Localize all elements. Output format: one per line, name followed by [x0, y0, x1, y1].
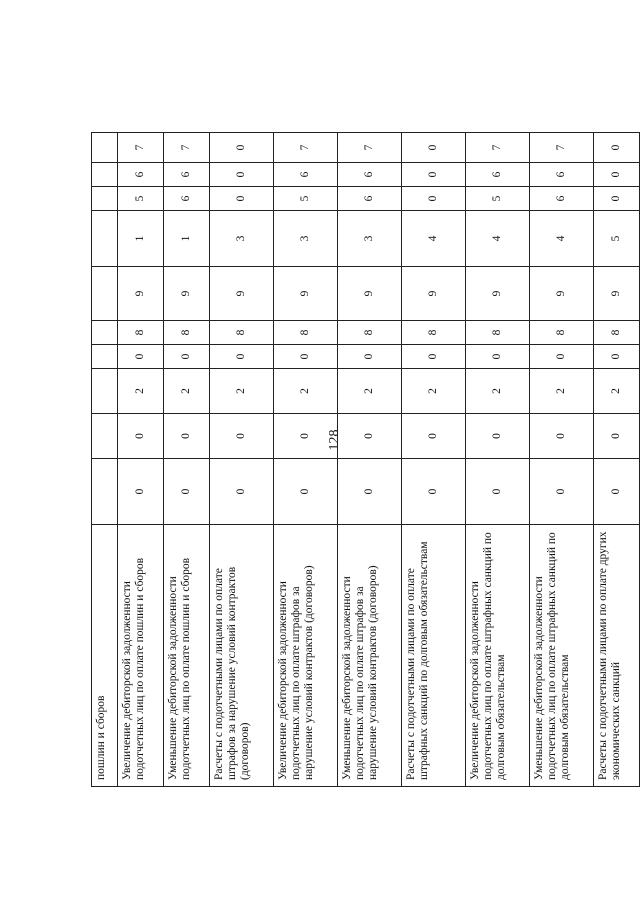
- code-cell: 0: [210, 459, 274, 525]
- code-cell: 7: [164, 133, 210, 163]
- code-cell: 8: [274, 321, 338, 345]
- code-cell: 0: [118, 459, 164, 525]
- code-cell: 0: [466, 345, 530, 369]
- row-description: Расчеты с подотчетными лицами по оплате штрафов за нарушение условий контрактов (договоров): [210, 525, 274, 787]
- code-cell: 0: [402, 459, 466, 525]
- code-cell: 0: [530, 459, 594, 525]
- code-cell: 2: [164, 369, 210, 414]
- header-cell: [92, 211, 118, 267]
- code-cell: 0: [594, 187, 640, 211]
- code-cell: 5: [118, 187, 164, 211]
- code-cell: 7: [466, 133, 530, 163]
- code-cell: 8: [118, 321, 164, 345]
- code-cell: 0: [274, 345, 338, 369]
- code-cell: 8: [164, 321, 210, 345]
- code-cell: 4: [530, 211, 594, 267]
- row-description: Увеличение дебиторской задолженности подотчетных лиц по оплате пошлин и сборов: [118, 525, 164, 787]
- code-cell: 9: [530, 267, 594, 321]
- code-cell: 0: [210, 133, 274, 163]
- code-cell: 0: [338, 414, 402, 459]
- code-cell: 4: [402, 211, 466, 267]
- header-cell: [92, 414, 118, 459]
- code-cell: 0: [402, 133, 466, 163]
- table-row: [210, 133, 274, 787]
- code-cell: 9: [164, 267, 210, 321]
- code-cell: 0: [164, 459, 210, 525]
- code-cell: 0: [530, 414, 594, 459]
- code-cell: 6: [118, 163, 164, 187]
- code-cell: 0: [594, 414, 640, 459]
- table-row: [338, 133, 402, 787]
- code-cell: 6: [164, 163, 210, 187]
- code-cell: 0: [466, 459, 530, 525]
- code-cell: 0: [338, 459, 402, 525]
- table-row: [466, 133, 530, 787]
- code-cell: 7: [274, 133, 338, 163]
- code-cell: 7: [338, 133, 402, 163]
- code-cell: 1: [118, 211, 164, 267]
- code-cell: 8: [402, 321, 466, 345]
- code-cell: 0: [594, 345, 640, 369]
- table-row: [402, 133, 466, 787]
- header-row-label: пошлин и сборов: [92, 525, 118, 787]
- code-cell: 9: [210, 267, 274, 321]
- code-cell: 0: [594, 133, 640, 163]
- code-cell: 0: [402, 414, 466, 459]
- code-cell: 6: [530, 187, 594, 211]
- table-body: [92, 133, 640, 787]
- code-cell: 9: [466, 267, 530, 321]
- row-description: Увеличение дебиторской задолженности подотчетных лиц по оплате штрафов за нарушение условий контрактов (договоров): [274, 525, 338, 787]
- code-cell: 0: [210, 414, 274, 459]
- code-cell: 7: [118, 133, 164, 163]
- code-cell: 0: [210, 163, 274, 187]
- code-cell: 3: [210, 211, 274, 267]
- code-cell: 2: [118, 369, 164, 414]
- code-cell: 6: [466, 163, 530, 187]
- header-cell: [92, 187, 118, 211]
- table-row: [118, 133, 164, 787]
- code-cell: 6: [338, 163, 402, 187]
- code-cell: 0: [210, 187, 274, 211]
- table-row: [274, 133, 338, 787]
- code-cell: 0: [530, 345, 594, 369]
- header-cell: [92, 267, 118, 321]
- code-cell: 4: [466, 211, 530, 267]
- code-cell: 0: [118, 345, 164, 369]
- code-cell: 8: [530, 321, 594, 345]
- code-cell: 7: [530, 133, 594, 163]
- code-cell: 0: [164, 414, 210, 459]
- code-cell: 2: [210, 369, 274, 414]
- code-cell: 0: [402, 163, 466, 187]
- table-row: [530, 133, 594, 787]
- row-description: Уменьшение дебиторской задолженности подотчетных лиц по оплате пошлин и сборов: [164, 525, 210, 787]
- code-cell: 2: [402, 369, 466, 414]
- code-cell: 8: [338, 321, 402, 345]
- header-cell: [92, 345, 118, 369]
- row-description: Расчеты с подотчетными лицами по оплате других экономических санкций: [594, 525, 640, 787]
- code-cell: 9: [402, 267, 466, 321]
- code-cell: 6: [274, 163, 338, 187]
- code-cell: 2: [466, 369, 530, 414]
- code-cell: 8: [210, 321, 274, 345]
- code-cell: 0: [594, 459, 640, 525]
- code-cell: 6: [164, 187, 210, 211]
- code-cell: 3: [274, 211, 338, 267]
- row-description: Уменьшение дебиторской задолженности подотчетных лиц по оплате штрафных санкций по долговым обязательствам: [530, 525, 594, 787]
- code-cell: 8: [466, 321, 530, 345]
- table-row: [594, 133, 640, 787]
- code-cell: 0: [274, 459, 338, 525]
- table-row: [164, 133, 210, 787]
- row-description: Расчеты с подотчетными лицами по оплате штрафных санкций по долговым обязательствам: [402, 525, 466, 787]
- code-cell: 2: [594, 369, 640, 414]
- header-cell: [92, 369, 118, 414]
- code-cell: 8: [594, 321, 640, 345]
- code-cell: 0: [594, 163, 640, 187]
- code-cell: 9: [338, 267, 402, 321]
- header-cell: [92, 163, 118, 187]
- code-cell: 0: [466, 414, 530, 459]
- code-cell: 0: [402, 187, 466, 211]
- table-wrap: [91, 133, 623, 787]
- code-cell: 0: [338, 345, 402, 369]
- header-cell: [92, 133, 118, 163]
- code-cell: 0: [402, 345, 466, 369]
- code-cell: 6: [338, 187, 402, 211]
- code-cell: 0: [210, 345, 274, 369]
- header-cell: [92, 459, 118, 525]
- header-cell: [92, 321, 118, 345]
- code-cell: 5: [466, 187, 530, 211]
- code-cell: 2: [338, 369, 402, 414]
- code-cell: 0: [118, 414, 164, 459]
- code-cell: 5: [594, 211, 640, 267]
- code-cell: 6: [530, 163, 594, 187]
- page-number: 128: [327, 429, 342, 451]
- row-description: Увеличение дебиторской задолженности подотчетных лиц по оплате штрафных санкций по долговым обязательствам: [466, 525, 530, 787]
- code-cell: 9: [274, 267, 338, 321]
- row-description: Уменьшение дебиторской задолженности подотчетных лиц по оплате штрафов за нарушение условий контрактов (договоров): [338, 525, 402, 787]
- code-cell: 9: [118, 267, 164, 321]
- code-cell: 2: [530, 369, 594, 414]
- code-cell: 9: [594, 267, 640, 321]
- code-cell: 3: [338, 211, 402, 267]
- code-cell: 1: [164, 211, 210, 267]
- code-cell: 2: [274, 369, 338, 414]
- code-cell: 5: [274, 187, 338, 211]
- table-header-row: [92, 133, 118, 787]
- accounts-table: [91, 132, 640, 787]
- code-cell: 0: [274, 414, 338, 459]
- code-cell: 0: [164, 345, 210, 369]
